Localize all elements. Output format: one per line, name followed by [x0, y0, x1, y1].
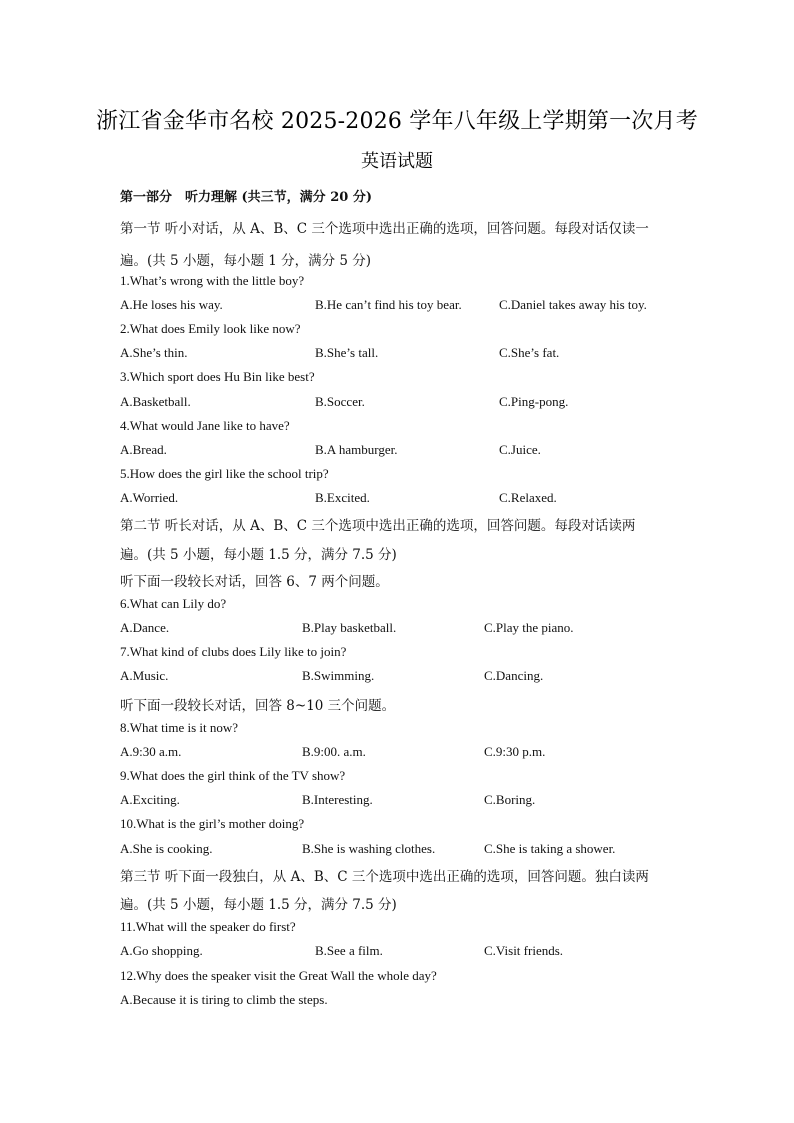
- option-a: A.Go shopping.: [120, 943, 203, 958]
- question-5: 5.How does the girl like the school trip?: [120, 466, 329, 481]
- sec2-intro-line1: 第二节 听长对话，从 A、B、C 三个选项中选出正确的选项，回答问题。每段对话读两: [120, 518, 636, 534]
- sec2-dialog2-note: 听下面一段较长对话，回答 8~10 三个问题。: [120, 698, 396, 714]
- option-b: B.Play basketball.: [302, 620, 397, 635]
- option-b: B.See a film.: [315, 943, 383, 958]
- option-a: A.He loses his way.: [120, 297, 223, 312]
- option-c: C.She’s fat.: [499, 345, 560, 360]
- exam-title: 浙江省金华市名校 2025-2026 学年八年级上学期第一次月考: [96, 109, 698, 134]
- sec1-intro-line1: 第一节 听小对话，从 A、B、C 三个选项中选出正确的选项，回答问题。每段对话仅读一: [120, 221, 649, 237]
- option-a: A.She’s thin.: [120, 345, 188, 360]
- sec2-intro-line2: 遍。(共 5 小题，每小题 1.5 分，满分 7.5 分): [120, 547, 397, 563]
- question-12: 12.Why does the speaker visit the Great Wall the whole day?: [120, 968, 437, 983]
- question-8: 8.What time is it now?: [120, 720, 239, 735]
- sec1-intro-line2: 遍。(共 5 小题，每小题 1 分，满分 5 分): [120, 253, 372, 269]
- option-a: A.Exciting.: [120, 792, 180, 807]
- option-c: C.9:30 p.m.: [484, 744, 546, 759]
- option-a: A.9:30 a.m.: [120, 744, 182, 759]
- option-a: A.She is cooking.: [120, 841, 213, 856]
- question-3: 3.Which sport does Hu Bin like best?: [120, 369, 315, 384]
- question-9: 9.What does the girl think of the TV show?: [120, 768, 346, 783]
- option-c: C.Dancing.: [484, 668, 544, 683]
- option-a: A.Because it is tiring to climb the steps.: [120, 992, 328, 1007]
- option-b: B.Soccer.: [315, 394, 365, 409]
- sec3-intro-line2: 遍。(共 5 小题，每小题 1.5 分，满分 7.5 分): [120, 897, 397, 913]
- option-a: A.Worried.: [120, 490, 179, 505]
- option-b: B.He can’t find his toy bear.: [315, 297, 462, 312]
- option-c: C.Boring.: [484, 792, 536, 807]
- option-b: B.A hamburger.: [315, 442, 398, 457]
- option-c: C.Relaxed.: [499, 490, 557, 505]
- option-a: A.Bread.: [120, 442, 167, 457]
- sec3-intro-line1: 第三节 听下面一段独白，从 A、B、C 三个选项中选出正确的选项，回答问题。独白读两: [120, 869, 649, 885]
- option-c: C.Visit friends.: [484, 943, 564, 958]
- option-b: B.Swimming.: [302, 668, 375, 683]
- option-b: B.Excited.: [315, 490, 370, 505]
- option-c: C.Daniel takes away his toy.: [499, 297, 647, 312]
- question-6: 6.What can Lily do?: [120, 596, 227, 611]
- option-a: A.Dance.: [120, 620, 170, 635]
- question-11: 11.What will the speaker do first?: [120, 919, 296, 934]
- option-c: C.Ping-pong.: [499, 394, 569, 409]
- option-b: B.She is washing clothes.: [302, 841, 436, 856]
- option-c: C.She is taking a shower.: [484, 841, 616, 856]
- question-1: 1.What’s wrong with the little boy?: [120, 273, 305, 288]
- question-4: 4.What would Jane like to have?: [120, 418, 290, 433]
- question-7: 7.What kind of clubs does Lily like to join?: [120, 644, 347, 659]
- exam-subtitle: 英语试题: [361, 151, 433, 172]
- option-b: B.9:00. a.m.: [302, 744, 366, 759]
- question-2: 2.What does Emily look like now?: [120, 321, 301, 336]
- option-b: B.Interesting.: [302, 792, 373, 807]
- part1-heading: 第一部分 听力理解 (共三节，满分 20 分): [120, 190, 372, 205]
- option-c: C.Juice.: [499, 442, 541, 457]
- question-10: 10.What is the girl’s mother doing?: [120, 816, 305, 831]
- sec2-dialog1-note: 听下面一段较长对话，回答 6、7 两个问题。: [120, 574, 389, 590]
- option-a: A.Music.: [120, 668, 169, 683]
- option-a: A.Basketball.: [120, 394, 191, 409]
- option-c: C.Play the piano.: [484, 620, 574, 635]
- option-b: B.She’s tall.: [315, 345, 379, 360]
